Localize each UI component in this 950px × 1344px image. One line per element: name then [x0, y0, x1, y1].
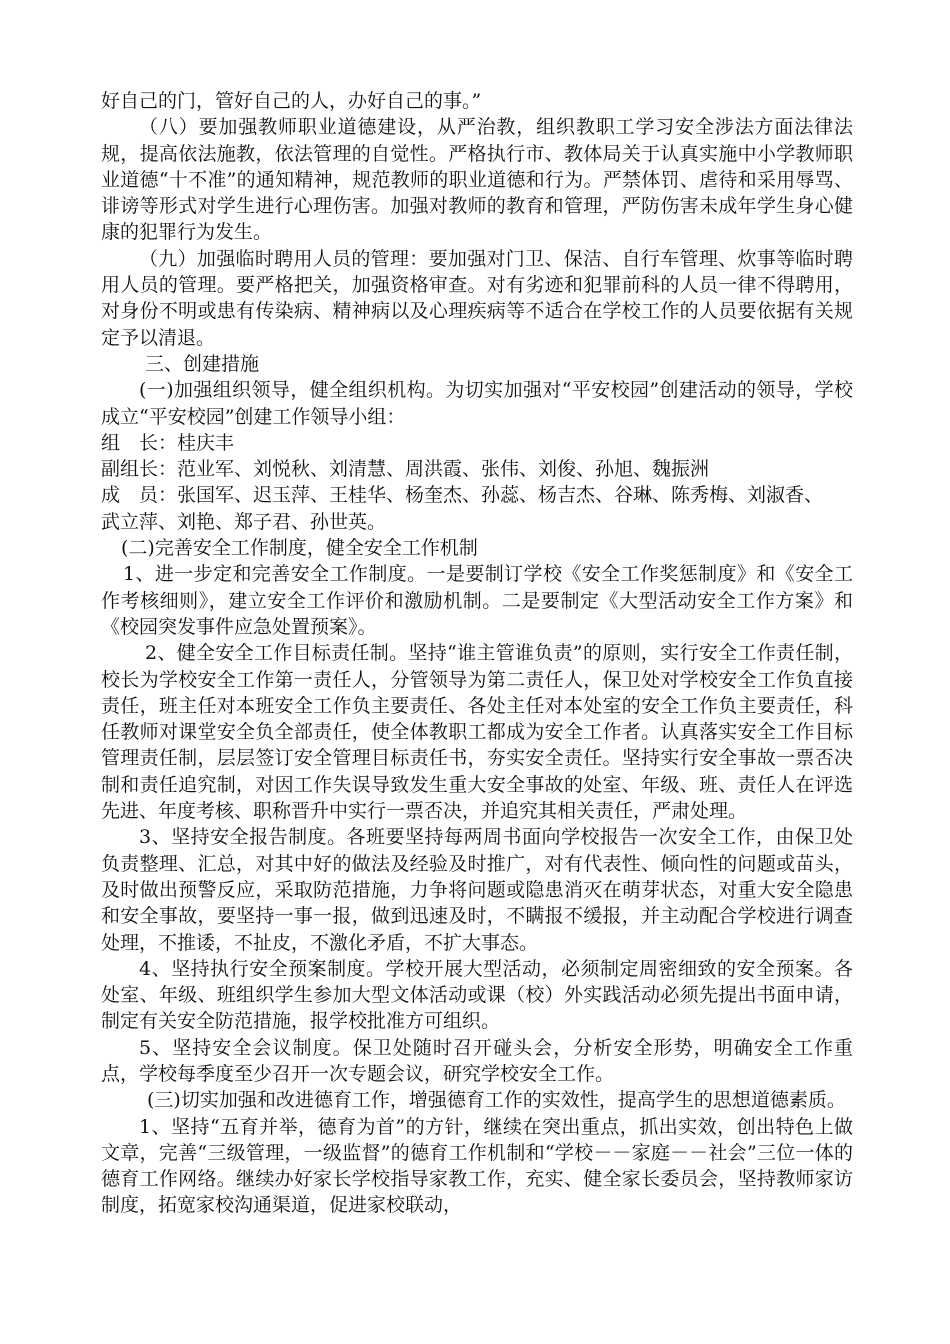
subsection-1: (一)加强组织领导，健全组织机构。为切实加强对“平安校园”创建活动的领导，学校成立“平安校园”创建工作领导小组： — [101, 379, 853, 428]
section-heading-3: 三、创建措施 — [145, 352, 260, 375]
paragraph-moral-1: 1、坚持“五育并举，德育为首”的方针，继续在突出重点，抓出实效，创出特色上做文章，完善“三级管理，一级监督”的德育工作机制和“学校－－家庭－－社会”三位一体的德育工作网络。继续办好家长学校指导家教工作，充实、健全家长委员会，坚持教师家访制度，拓宽家校沟通渠道，促进家校联动， — [101, 1115, 853, 1217]
paragraph-point-5: 5、坚持安全会议制度。保卫处随时召开碰头会，分析安全形势，明确安全工作重点，学校每季度至少召开一次专题会议，研究学校安全工作。 — [101, 1036, 853, 1085]
subsection-3: (三)切实加强和改进德育工作，增强德育工作的实效性，提高学生的思想道德素质。 — [147, 1089, 846, 1112]
subsection-2: (二)完善安全工作制度，健全安全工作机制 — [121, 537, 478, 560]
members-line-continued: 武立萍、刘艳、郑子君、孙世英。 — [101, 510, 387, 533]
leader-line: 组 长：桂庆丰 — [101, 431, 235, 454]
paragraph-point-4: 4、坚持执行安全预案制度。学校开展大型活动，必须制定周密细致的安全预案。各处室、年级、班组织学生参加大型文体活动或课（校）外实践活动必须先提出书面申请，制定有关安全防范措施，报学校批准方可组织。 — [101, 957, 853, 1033]
paragraph-continuation: 好自己的门，管好自己的人，办好自己的事。” — [101, 90, 482, 112]
paragraph-point-1: 1、进一步定和完善安全工作制度。一是要制订学校《安全工作奖惩制度》和《安全工作考核细则》，建立安全工作评价和激励机制。二是要制定《大型活动安全工作方案》和《校园突发事件应急处置预案》。 — [101, 563, 853, 638]
paragraph-point-2: 2、健全安全工作目标责任制。坚持“谁主管谁负责”的原则，实行安全工作责任制，校长为学校安全工作第一责任人，分管领导为第二责任人，保卫处对学校安全工作负直接责任，班主任对本班安全工作负主要责任、各处主任对本处室的安全工作负主要责任，科任教师对课堂安全负全部责任，使全体教职工都成为安全工作者。认真落实安全工作目标管理责任制，层层签订安全管理目标责任书，夯实安全责任。坚持实行安全事故一票否决制和责任追究制，对因工作失误导致发生重大安全事故的处室、年级、班、责任人在评选先进、年度考核、职称晋升中实行一票否决，并追究其相关责任，严肃处理。 — [101, 642, 853, 823]
paragraph-point-3: 3、坚持安全报告制度。各班要坚持每两周书面向学校报告一次安全工作，由保卫处负责整理、汇总，对其中好的做法及经验及时推广，对有代表性、倾向性的问题或苗头，及时做出预警反应，采取防范措施，力争将问题或隐患消灭在萌芽状态，对重大安全隐患和安全事故，要坚持一事一报，做到迅速及时，不瞒报不缓报，并主动配合学校进行调查处理，不推诿，不扯皮，不激化矛盾，不扩大事态。 — [101, 826, 853, 954]
document-page — [101, 88, 853, 1219]
members-line: 成 员：张国军、迟玉萍、王桂华、杨奎杰、孙蕊、杨吉杰、谷琳、陈秀梅、刘淑香、 — [101, 484, 824, 507]
deputy-leader-line: 副组长：范业军、刘悦秋、刘清慧、周洪霞、张伟、刘俊、孙旭、魏振洲 — [101, 458, 710, 481]
paragraph-item-8: （八）要加强教师职业道德建设，从严治教，组织教职工学习安全涉法方面法律法规，提高依法施教，依法管理的自觉性。严格执行市、教体局关于认真实施中小学教师职业道德“十不准”的通知精神，规范教师的职业道德和行为。严禁体罚、虐待和采用辱骂、诽谤等形式对学生进行心理伤害。加强对教师的教育和管理，严防伤害未成年学生身心健康的犯罪行为发生。 — [101, 116, 853, 244]
paragraph-item-9: （九）加强临时聘用人员的管理：要加强对门卫、保洁、自行车管理、炊事等临时聘用人员的管理。要严格把关，加强资格审查。对有劣迹和犯罪前科的人员一律不得聘用，对身份不明或患有传染病、精神病以及心理疾病等不适合在学校工作的人员要依据有关规定予以清退。 — [101, 247, 853, 349]
